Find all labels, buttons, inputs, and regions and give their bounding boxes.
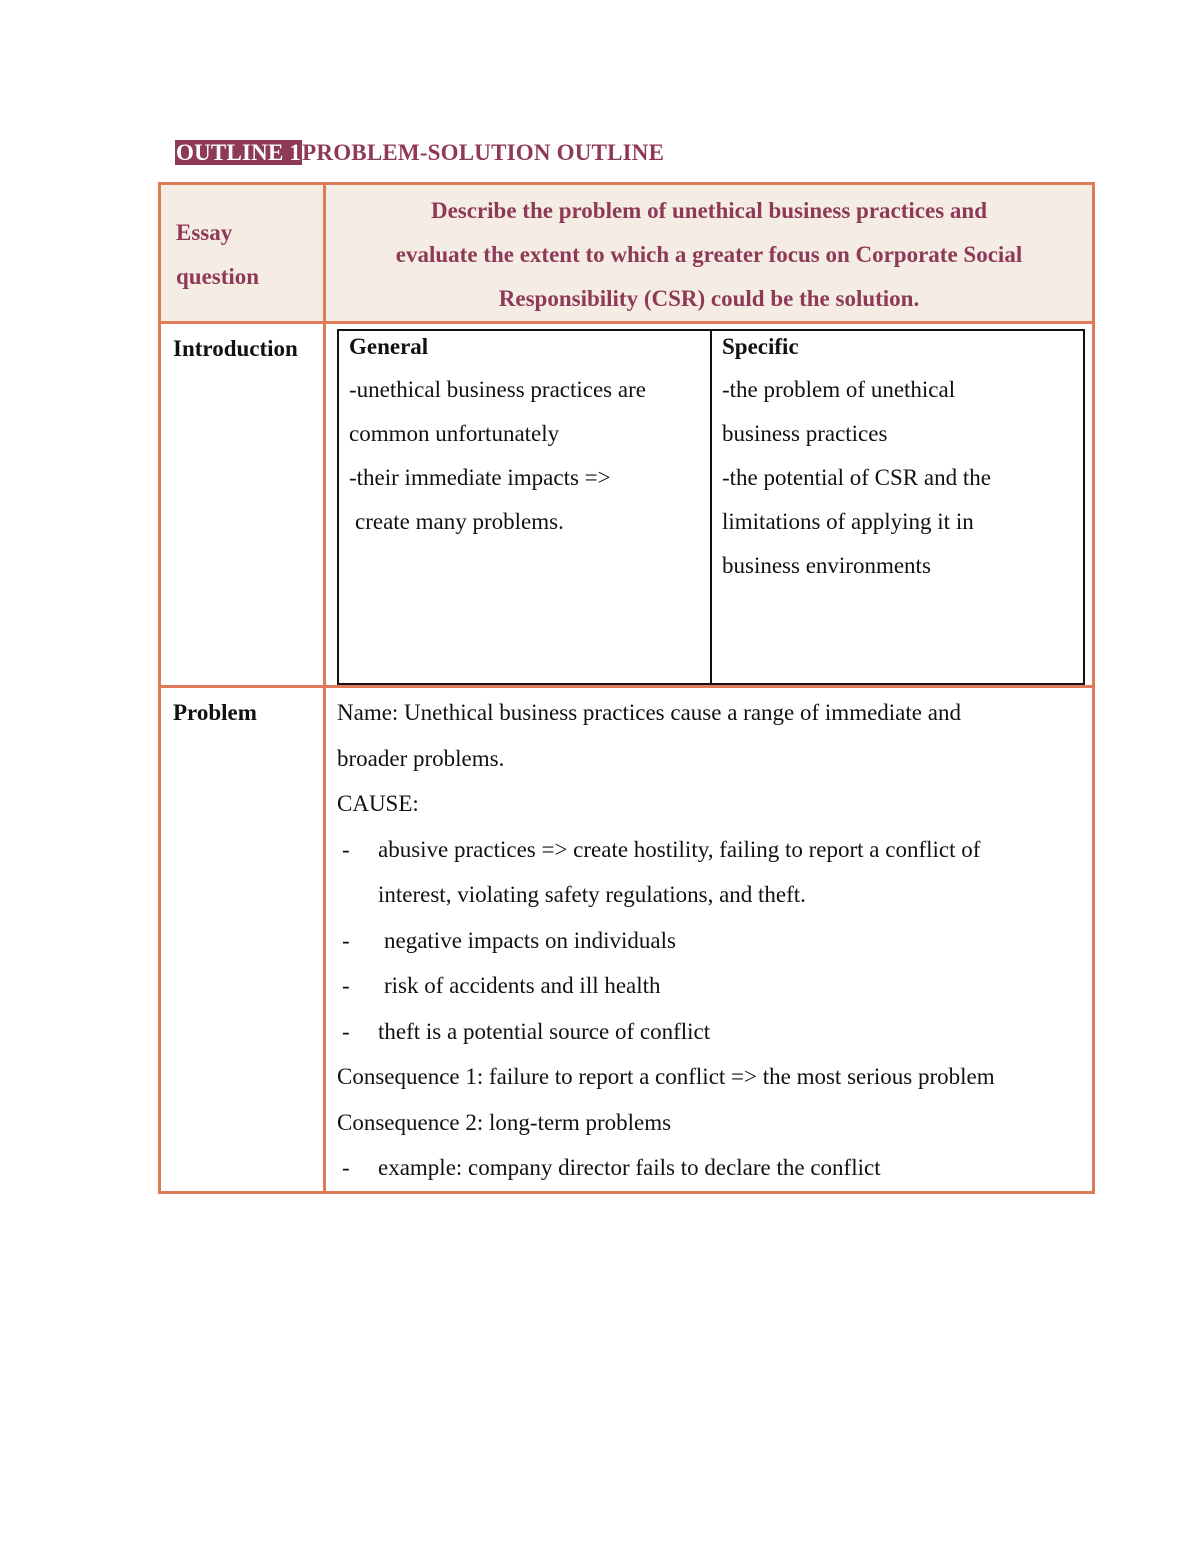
introduction-label-cell [160,323,325,687]
essay-question-cell [325,184,1094,323]
general-line: create many problems. [355,509,564,534]
specific-line: limitations of applying it in [722,509,974,534]
bullet-dash: - [342,927,350,953]
specific-line: -the potential of CSR and the [722,465,991,490]
introduction-label: Introduction [173,336,298,361]
cause-item-text: abusive practices => create hostility, failing to report a conflict of [378,836,981,862]
specific-line: business practices [722,421,888,446]
title-tag: OUTLINE 1 [176,140,302,165]
cause-item-text: negative impacts on individuals [384,927,676,953]
specific-heading: Specific [722,334,799,359]
cause-item [337,918,1082,964]
introduction-general-cell [338,330,711,684]
general-heading: General [349,334,429,359]
cause-item-text: risk of accidents and ill health [384,973,661,998]
essay-label [161,185,323,299]
cause-item [337,1009,1082,1055]
cause-item-continuation: interest, violating safety regulations, and theft. [378,882,806,907]
example-item [337,1145,1082,1191]
introduction-inner-table [337,329,1085,685]
cause-item-text: theft is a potential source of conflict [378,1018,711,1044]
introduction-specific-cell [711,330,1084,684]
essay-label-cell [160,184,325,323]
essay-question-row [160,184,1094,323]
specific-line: business environments [722,553,931,578]
problem-content-cell [325,687,1094,1193]
problem-label: Problem [173,700,257,725]
problem-name-line: Name: Unethical business practices cause a range of immediate and [337,700,961,725]
general-line: -their immediate impacts => [349,465,611,490]
title-text: PROBLEM-SOLUTION OUTLINE [302,140,665,165]
essay-question-text [326,185,1092,321]
bullet-dash: - [342,1018,350,1044]
cause-label: CAUSE: [337,791,419,816]
general-line: common unfortunately [349,421,560,446]
general-line: -unethical business practices are [349,377,646,402]
cause-item [337,963,1082,1009]
introduction-row [160,323,1094,687]
consequence-2: Consequence 2: long-term problems [337,1109,672,1135]
problem-name-line: broader problems. [337,745,505,771]
example-text: example: company director fails to declare the conflict [378,1155,881,1180]
consequence-1: Consequence 1: failure to report a conflict => the most serious problem [337,1064,995,1089]
essay-question-line-3: Responsibility (CSR) could be the solution. [498,286,920,311]
specific-line: -the problem of unethical [722,377,956,402]
bullet-dash: - [342,836,350,862]
essay-question-line-2: evaluate the extent to which a greater focus on Corporate Social [395,242,1023,267]
cause-item [337,827,1082,873]
essay-label-line-2: question [176,264,260,289]
outline-table [158,182,1095,1194]
essay-question-line-1: Describe the problem of unethical business practices and [430,198,988,223]
introduction-content-cell [325,323,1094,687]
bullet-dash: - [342,973,350,998]
essay-label-line-1: Essay [176,220,233,245]
problem-row [160,687,1094,1193]
bullet-dash: - [342,1155,350,1180]
problem-label-cell [160,687,325,1193]
document-title [175,138,664,168]
